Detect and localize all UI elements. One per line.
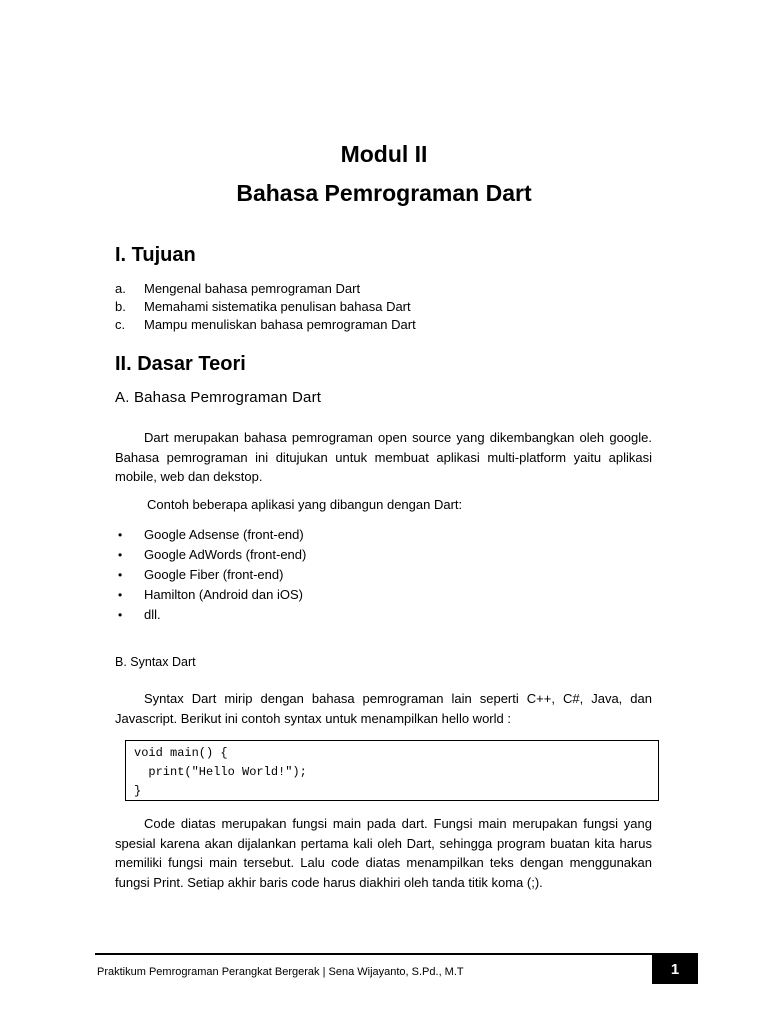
list-marker: c. — [115, 317, 126, 332]
bullet-icon: • — [118, 608, 123, 622]
footer-divider — [95, 953, 698, 955]
paragraph-apps-intro: Contoh beberapa aplikasi yang dibangun dengan Dart: — [147, 497, 463, 512]
list-item-text: Mengenal bahasa pemrograman Dart — [144, 281, 361, 296]
heading-tujuan: I. Tujuan — [115, 244, 196, 266]
module-subtitle: Bahasa Pemrograman Dart — [236, 180, 532, 206]
bullet-icon: • — [118, 548, 123, 562]
list-item-text: Google Adsense (front-end) — [144, 527, 304, 542]
paragraph-dart-intro: Dart merupakan bahasa pemrograman open source yang dikembangkan oleh google. Bahasa pemrograman ini ditujukan untuk membuat aplikasi multi-platform yaitu aplikasi mobile, web dan dekstop. — [115, 430, 652, 484]
paragraph-code-explanation: Code diatas merupakan fungsi main pada dart. Fungsi main merupakan fungsi yang spesial karena akan dijalankan pertama kali oleh Dart, sehingga program buatan kita harus memiliki fungsi main tersebut. Lalu code diatas menampilkan teks dengan menggunakan fungsi Print. Setiap akhir baris code harus diakhiri oleh tanda titik koma (;). — [115, 816, 652, 890]
list-item-text: Google Fiber (front-end) — [144, 567, 284, 582]
bullet-icon: • — [118, 568, 123, 582]
page-number: 1 — [652, 955, 698, 984]
heading-section-b: B. Syntax Dart — [115, 655, 196, 669]
heading-section-a: A. Bahasa Pemrograman Dart — [115, 389, 322, 406]
code-line: print("Hello World!"); — [134, 765, 307, 779]
list-item-text: Hamilton (Android dan iOS) — [144, 587, 303, 602]
heading-dasar-teori: II. Dasar Teori — [115, 353, 246, 375]
list-item-text: dll. — [144, 607, 161, 622]
code-line: void main() { — [134, 746, 228, 760]
code-line: } — [134, 784, 142, 798]
list-item-text: Google AdWords (front-end) — [144, 547, 307, 562]
bullet-icon: • — [118, 528, 123, 542]
list-item-text: Mampu menuliskan bahasa pemrograman Dart — [144, 317, 416, 332]
list-marker: b. — [115, 299, 126, 314]
paragraph-syntax-intro: Syntax Dart mirip dengan bahasa pemrograman lain seperti C++, C#, Java, dan Javascript. Berikut ini contoh syntax untuk menampilkan hello world : — [115, 691, 652, 726]
list-marker: a. — [115, 281, 126, 296]
bullet-icon: • — [118, 588, 123, 602]
code-block — [125, 740, 659, 801]
module-title: Modul II — [340, 141, 428, 167]
footer-text: Praktikum Pemrograman Perangkat Bergerak | Sena Wijayanto, S.Pd., M.T — [97, 966, 464, 978]
list-item-text: Memahami sistematika penulisan bahasa Dart — [144, 299, 411, 314]
